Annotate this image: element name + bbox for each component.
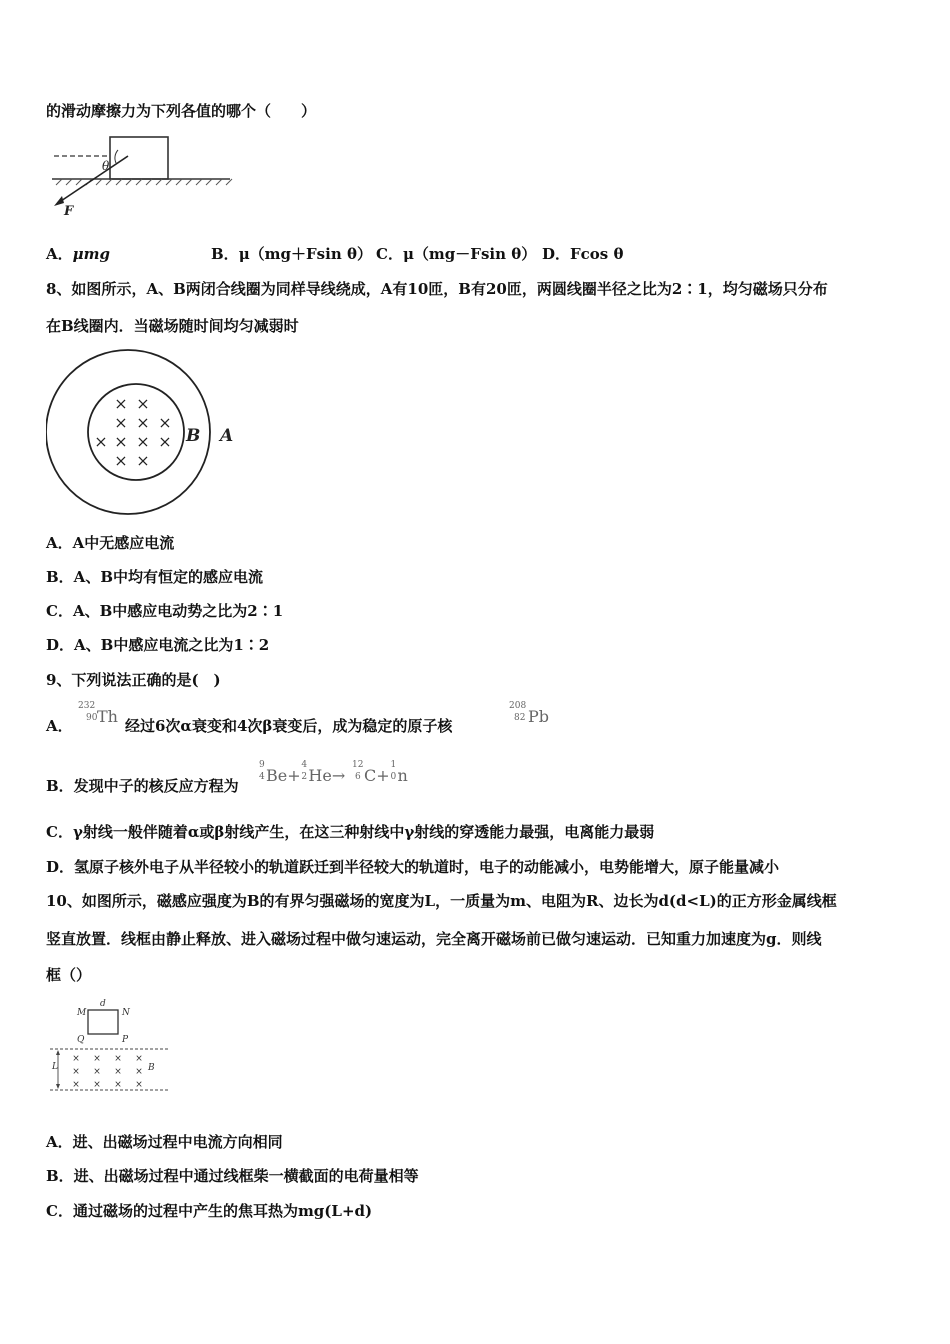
q7-option-c: C．μ（mg－Fsin θ） — [376, 245, 537, 263]
svg-text:×: × — [114, 1054, 122, 1064]
svg-text:×: × — [135, 1080, 143, 1090]
q7-incline-block-figure — [50, 133, 235, 223]
q10-option-a: A．进、出磁场过程中电流方向相同 — [46, 1133, 283, 1151]
svg-text:×: × — [114, 1080, 122, 1090]
q9-option-b-text: B．发现中子的核反应方程为 — [46, 777, 239, 795]
q7-option-d: D．Fcos θ — [542, 245, 624, 263]
svg-text:×: × — [94, 432, 108, 451]
svg-text:×: × — [114, 413, 128, 432]
svg-text:×: × — [114, 1067, 122, 1077]
q7-options — [46, 244, 624, 264]
svg-text:×: × — [72, 1067, 80, 1077]
q8-stem-line2: 在B线圈内．当磁场随时间均匀减弱时 — [46, 317, 299, 335]
svg-text:×: × — [114, 451, 128, 470]
svg-text:×: × — [135, 1054, 143, 1064]
svg-text:×: × — [114, 432, 128, 451]
q9-lead-nuclide: 208 82 Pb — [509, 701, 550, 726]
svg-text:×: × — [93, 1054, 101, 1064]
q9-option-c: C．γ射线一般伴随着α或β射线产生，在这三种射线中γ射线的穿透能力最强，电离能力最弱 — [46, 823, 655, 841]
q10-field-marks — [72, 1054, 143, 1090]
svg-text:×: × — [136, 413, 150, 432]
q10-stem-line2: 竖直放置．线框由静止释放、进入磁场过程中做匀速运动，完全离开磁场前已做匀速运动．已知重力加速度为g．则线 — [46, 930, 822, 948]
q7-angle-label: θ — [102, 159, 110, 173]
q10-corner-n-label: N — [122, 1008, 130, 1018]
q9-option-d: D．氢原子核外电子从半径较小的轨道跃迁到半径较大的轨道时，电子的动能减小，电势能增大，原子能量减小 — [46, 858, 780, 876]
svg-text:×: × — [114, 394, 128, 413]
q9-option-a-key: A． — [46, 717, 73, 735]
q9-stem: 9、下列说法正确的是( ) — [46, 671, 221, 689]
q7-option-a: A．μmg — [46, 245, 110, 263]
q8-stem-line1: 8、如图所示，A、B两闭合线圈为同样导线绕成，A有10匝，B有20匝，两圆线圈半径之比为2∶1，均匀磁场只分布 — [46, 280, 828, 298]
svg-text:×: × — [93, 1080, 101, 1090]
q10-stem-line3: 框（） — [46, 966, 92, 984]
q9-reaction-equation: 9 4 Be+ 4 2 He→ 12 6 C+ 1 0 n — [259, 760, 408, 785]
q8-option-a: A．A中无感应电流 — [46, 534, 175, 552]
svg-text:×: × — [72, 1054, 80, 1064]
q10-width-l-label: L — [52, 1062, 58, 1072]
q8-option-d: D．A、B中感应电流之比为1∶2 — [46, 636, 270, 654]
svg-text:×: × — [93, 1067, 101, 1077]
q8-field-marks — [94, 394, 171, 470]
q8-coils-figure — [46, 346, 246, 518]
q10-side-d-label: d — [100, 999, 106, 1009]
q10-frame-field-figure — [46, 996, 176, 1096]
q7-force-label: F — [64, 204, 74, 219]
q9-option-a-text: 经过6次α衰变和4次β衰变后，成为稳定的原子核 — [125, 717, 453, 735]
svg-text:×: × — [158, 432, 172, 451]
q8-coil-b-label: B — [186, 426, 201, 446]
svg-text:×: × — [72, 1080, 80, 1090]
q9-thorium-nuclide: 232 90 Th — [78, 701, 118, 726]
q10-option-c: C．通过磁场的过程中产生的焦耳热为mg(L+d) — [46, 1202, 373, 1220]
q8-option-c: C．A、B中感应电动势之比为2∶1 — [46, 602, 284, 620]
q7-stem-tail: 的滑动摩擦力为下列各值的哪个（ ） — [46, 102, 317, 120]
svg-text:×: × — [136, 394, 150, 413]
q10-option-b: B．进、出磁场过程中通过线框柴一横截面的电荷量相等 — [46, 1167, 419, 1185]
q10-corner-q-label: Q — [77, 1035, 85, 1045]
q10-corner-m-label: M — [77, 1008, 87, 1018]
q8-option-b: B．A、B中均有恒定的感应电流 — [46, 568, 263, 586]
svg-text:×: × — [135, 1067, 143, 1077]
q10-stem-line1: 10、如图所示，磁感应强度为B的有界匀强磁场的宽度为L，一质量为m、电阻为R、边长为d(d<L)的正方形金属线框 — [46, 892, 837, 910]
svg-text:×: × — [136, 432, 150, 451]
svg-text:×: × — [158, 413, 172, 432]
q7-option-b: B．μ（mg＋Fsin θ） — [211, 245, 372, 263]
q10-field-b-label: B — [148, 1063, 155, 1073]
q8-coil-a-label: A — [220, 426, 234, 446]
q10-corner-p-label: P — [122, 1035, 129, 1045]
svg-text:×: × — [136, 451, 150, 470]
